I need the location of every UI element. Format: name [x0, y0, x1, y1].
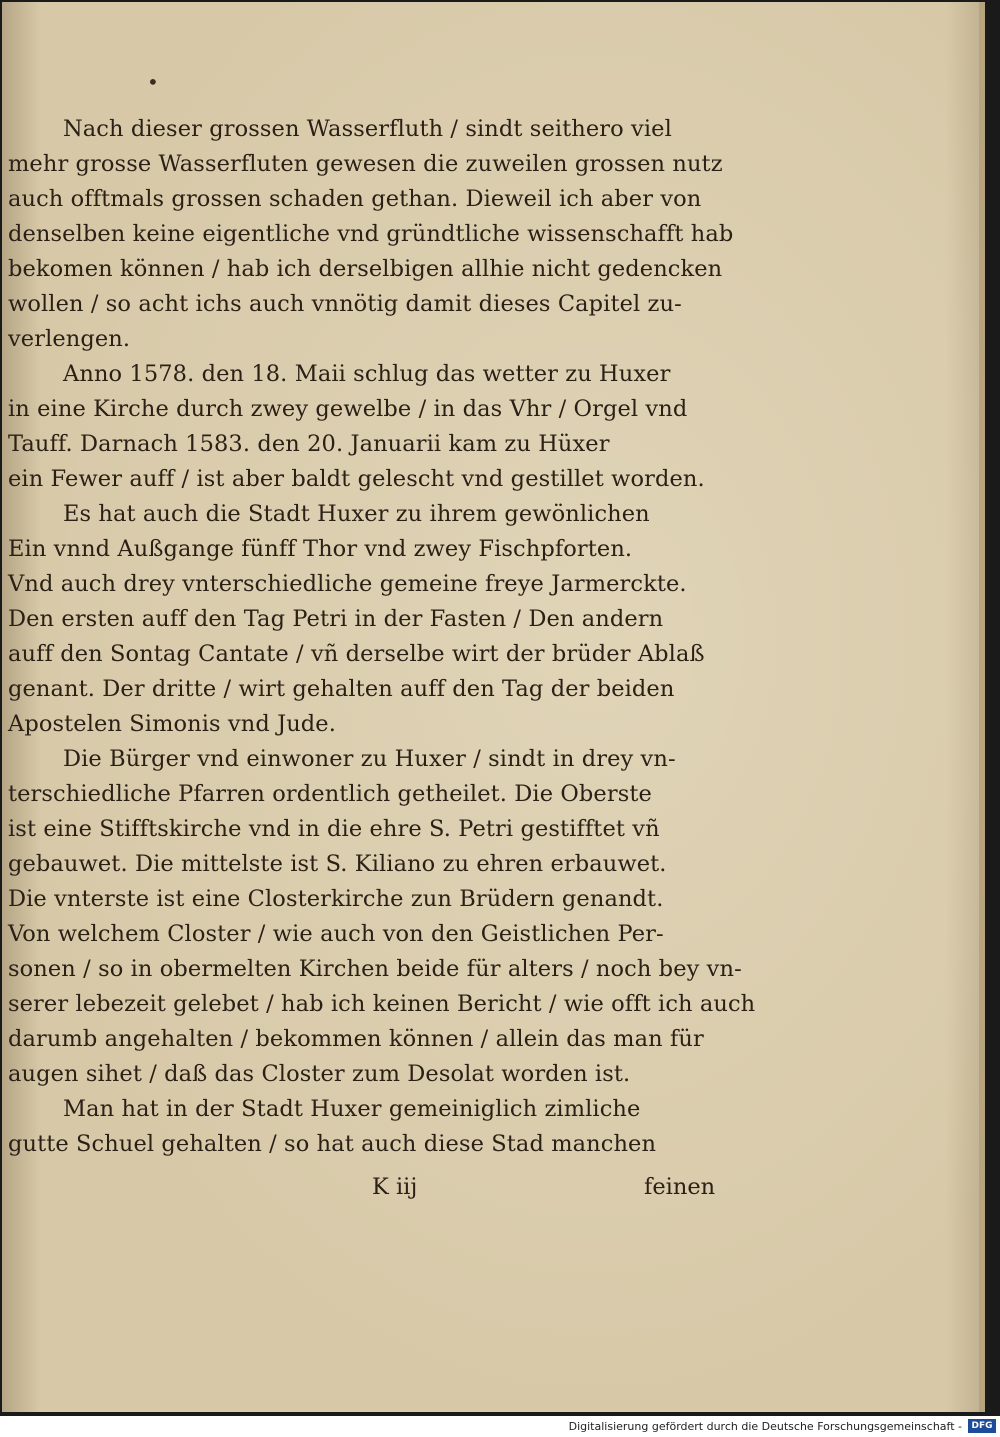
text-line: Die vnterste ist eine Closterkirche zun Brüdern genandt.	[8, 886, 664, 912]
text-line: darumb angehalten / bekommen können / allein das man für	[8, 1026, 704, 1052]
page-edge	[979, 2, 985, 1412]
text-line: denselben keine eigentliche vnd gründtliche wissenschafft hab	[8, 221, 734, 247]
text-line: wollen / so acht ichs auch vnnötig damit dieses Capitel zu-	[8, 291, 682, 317]
text-line: auff den Sontag Cantate / vñ derselbe wirt der brüder Ablaß	[8, 641, 705, 667]
text-line: Die Bürger vnd einwoner zu Huxer / sindt in drey vn-	[63, 746, 676, 772]
text-line: augen sihet / daß das Closter zum Desolat worden ist.	[8, 1061, 631, 1087]
text-line: sonen / so in obermelten Kirchen beide für alters / noch bey vn-	[8, 956, 742, 982]
text-line: Den ersten auff den Tag Petri in der Fasten / Den andern	[8, 606, 664, 632]
catchword: feinen	[644, 1174, 716, 1200]
ink-mark: •	[147, 70, 159, 94]
text-line: Apostelen Simonis vnd Jude.	[8, 711, 336, 737]
text-line: Es hat auch die Stadt Huxer zu ihrem gewönlichen	[63, 501, 650, 527]
text-line: genant. Der dritte / wirt gehalten auff den Tag der beiden	[8, 676, 675, 702]
text-line: ist eine Stifftskirche vnd in die ehre S. Petri gestifftet vñ	[8, 816, 660, 842]
text-line: verlengen.	[8, 326, 131, 352]
text-line: gebauwet. Die mittelste ist S. Kiliano zu ehren erbauwet.	[8, 851, 667, 877]
text-line: in eine Kirche durch zwey gewelbe / in das Vhr / Orgel vnd	[8, 396, 688, 422]
text-line: auch offtmals grossen schaden gethan. Dieweil ich aber von	[8, 186, 702, 212]
text-line: Vnd auch drey vnterschiedliche gemeine freye Jarmerckte.	[8, 571, 687, 597]
text-line: ein Fewer auff / ist aber baldt gelescht vnd gestillet worden.	[8, 466, 705, 492]
text-line: serer lebezeit gelebet / hab ich keinen Bericht / wie offt ich auch	[8, 991, 756, 1017]
page-text	[8, 112, 756, 1162]
funding-credit: Digitalisierung gefördert durch die Deutsche Forschungsgemeinschaft -	[568, 1420, 962, 1433]
text-line: Tauff. Darnach 1583. den 20. Januarii kam zu Hüxer	[8, 431, 610, 457]
text-line: Nach dieser grossen Wasserfluth / sindt seithero viel	[63, 116, 672, 142]
text-line: Von welchem Closter / wie auch von den Geistlichen Per-	[8, 921, 664, 947]
text-line: bekomen können / hab ich derselbigen allhie nicht gedencken	[8, 256, 723, 282]
text-line: mehr grosse Wasserfluten gewesen die zuweilen grossen nutz	[8, 151, 723, 177]
text-line: Anno 1578. den 18. Maii schlug das wetter zu Huxer	[63, 361, 671, 387]
text-line: terschiedliche Pfarren ordentlich getheilet. Die Oberste	[8, 781, 652, 807]
text-line: Ein vnnd Außgange fünff Thor vnd zwey Fischpforten.	[8, 536, 633, 562]
dfg-logo: DFG	[968, 1419, 996, 1433]
text-line: Man hat in der Stadt Huxer gemeiniglich zimliche	[63, 1096, 641, 1122]
signature-mark: K iij	[372, 1174, 418, 1200]
text-line: gutte Schuel gehalten / so hat auch diese Stad manchen	[8, 1131, 657, 1157]
